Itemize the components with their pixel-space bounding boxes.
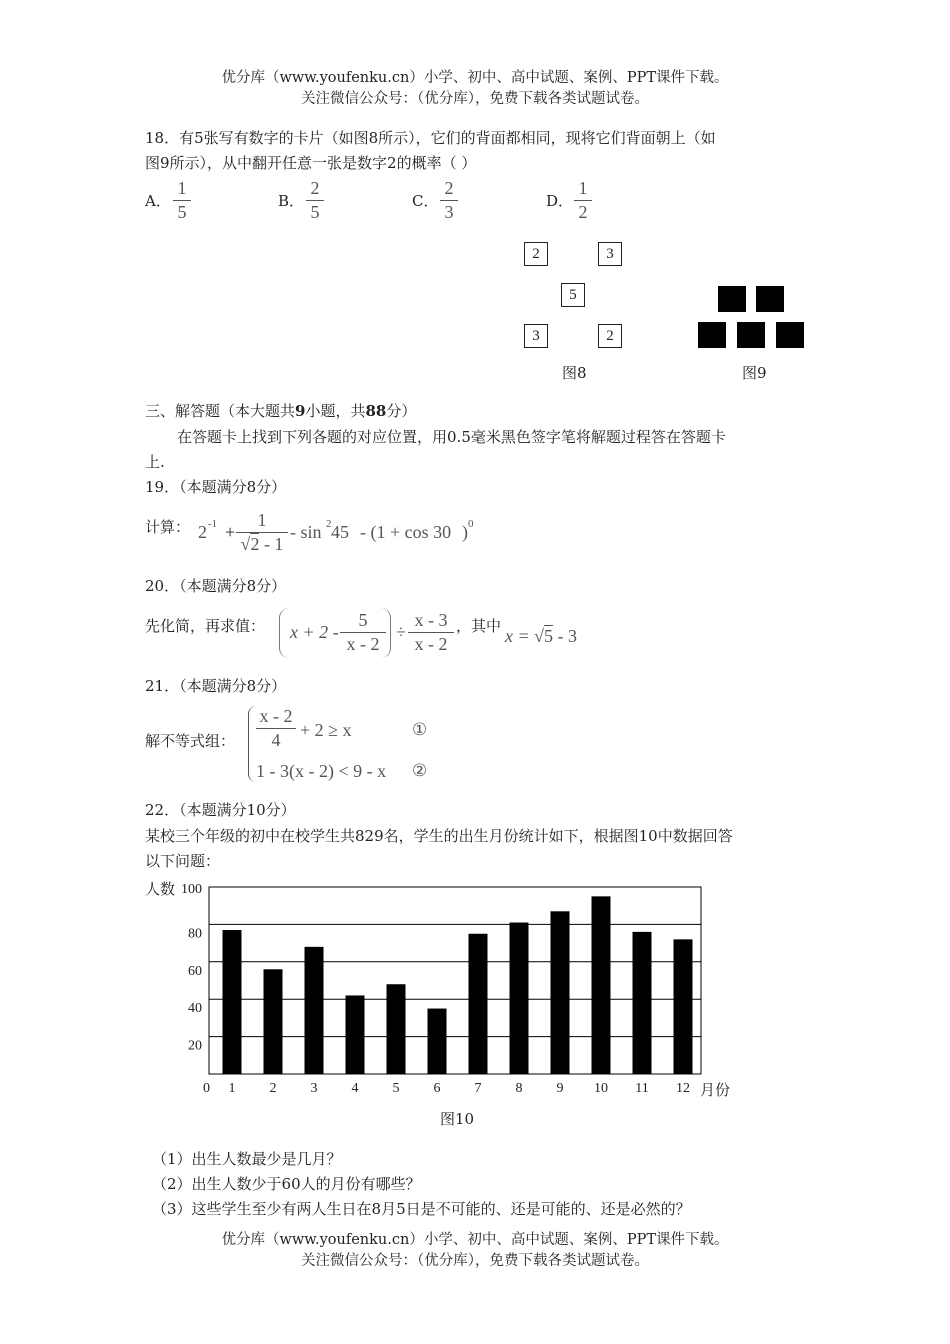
q21-label: 解不等式组： xyxy=(145,732,236,750)
option-c-fraction: 2 3 xyxy=(440,178,458,223)
figure-8-caption: 图8 xyxy=(562,364,587,382)
card-back xyxy=(776,322,804,348)
mark-2: ② xyxy=(412,761,428,781)
card-front: 3 xyxy=(598,242,622,266)
q20-x-value: x = √5 - 3 xyxy=(505,626,578,646)
section-3-instruction-cont: 上. xyxy=(145,453,165,471)
q22-sub-3: （3）这些学生至少有两人生日在8月5日是不可能的、还是可能的、还是必然的？ xyxy=(152,1200,691,1218)
q21-fraction: x - 2 4 xyxy=(256,706,296,751)
bar-month-7 xyxy=(469,934,488,1074)
plot-frame xyxy=(209,887,701,1074)
option-c-label: C． xyxy=(412,192,439,210)
header-line-1: 优分库（www.youfenku.cn）小学、初中、高中试题、案例、PPT课件下载。 xyxy=(221,70,729,86)
bar-month-1 xyxy=(223,930,242,1074)
option-d-label: D． xyxy=(546,192,574,210)
section-3-title: 三、解答题（本大题共9小题，共88分） xyxy=(145,402,417,420)
x-tick-label: 4 xyxy=(351,1081,359,1096)
x-tick-label: 5 xyxy=(392,1081,400,1096)
y-tick-label: 20 xyxy=(188,1038,202,1054)
y-axis-label: 人数 xyxy=(145,880,176,898)
origin-label: 0 xyxy=(203,1081,210,1096)
card-front: 2 xyxy=(598,324,622,348)
q19-label: 计算： xyxy=(145,518,191,536)
q20-fraction-2: x - 3 x - 2 xyxy=(408,610,454,655)
card-back xyxy=(698,322,726,348)
paren-right xyxy=(380,608,391,658)
q19-heading: 19．（本题满分8分） xyxy=(145,478,287,496)
q18-line-2: 图9所示），从中翻开任意一张是数字2的概率（ ） xyxy=(145,154,477,172)
bar-month-9 xyxy=(551,911,570,1074)
section-3-instruction: 在答题卡上找到下列各题的对应位置，用0.5毫米黑色签字笔将解题过程答在答题卡 xyxy=(177,428,726,446)
x-tick-label: 2 xyxy=(269,1081,277,1096)
figure-9-caption: 图9 xyxy=(742,364,767,382)
bar-month-4 xyxy=(346,995,365,1074)
q20-label: 先化简，再求值： xyxy=(145,617,266,635)
q18-line-1: 18．有5张写有数字的卡片（如图8所示），它们的背面都相同，现将它们背面朝上（如 xyxy=(145,129,716,147)
bar-month-10 xyxy=(592,896,611,1074)
x-tick-label: 9 xyxy=(556,1081,564,1096)
y-tick-label: 40 xyxy=(188,1001,202,1017)
bar-month-5 xyxy=(387,984,406,1074)
option-b-fraction: 2 5 xyxy=(306,178,324,223)
q22-line-1: 某校三个年级的初中在校学生共829名，学生的出生月份统计如下，根据图10中数据回答 xyxy=(145,827,733,845)
q19-fraction: 1 √2 - 1 xyxy=(236,510,288,555)
q22-line-2: 以下问题： xyxy=(145,852,221,870)
x-tick-label: 7 xyxy=(474,1081,482,1096)
card-front: 2 xyxy=(524,242,548,266)
paren-left xyxy=(279,608,290,658)
bar-month-6 xyxy=(428,1009,447,1074)
card-back xyxy=(718,286,746,312)
header-line-2: 关注微信公众号：（优分库），免费下载各类试题试卷。 xyxy=(301,91,649,107)
mark-1: ① xyxy=(412,720,428,740)
y-tick-label: 80 xyxy=(188,926,202,942)
figure-10-caption: 图10 xyxy=(440,1110,475,1128)
footer-line-1: 优分库（www.youfenku.cn）小学、初中、高中试题、案例、PPT课件下载。 xyxy=(221,1232,729,1248)
bar-month-2 xyxy=(264,969,283,1074)
card-front: 3 xyxy=(524,324,548,348)
bar-month-8 xyxy=(510,923,529,1074)
card-back xyxy=(756,286,784,312)
q20-fraction-1: 5 x - 2 xyxy=(340,610,386,655)
bar-month-12 xyxy=(674,939,693,1074)
option-d-fraction: 1 2 xyxy=(574,178,592,223)
q22-heading: 22．（本题满分10分） xyxy=(145,801,296,819)
x-tick-label: 12 xyxy=(676,1081,690,1096)
q20-heading: 20．（本题满分8分） xyxy=(145,577,287,595)
q21-heading: 21．（本题满分8分） xyxy=(145,677,287,695)
y-tick-label: 100 xyxy=(181,882,202,897)
x-tick-label: 1 xyxy=(228,1081,236,1096)
card-back xyxy=(737,322,765,348)
card-front: 5 xyxy=(561,283,585,307)
x-tick-label: 8 xyxy=(515,1081,523,1096)
x-tick-label: 3 xyxy=(310,1081,318,1096)
bar-month-3 xyxy=(305,947,324,1074)
x-tick-label: 10 xyxy=(594,1081,608,1096)
x-axis-label: 月份 xyxy=(700,1081,731,1099)
bar-month-11 xyxy=(633,932,652,1074)
q22-sub-2: （2）出生人数少于60人的月份有哪些？ xyxy=(152,1175,421,1193)
x-tick-label: 11 xyxy=(635,1081,649,1096)
footer-line-2: 关注微信公众号：（优分库），免费下载各类试题试卷。 xyxy=(301,1253,649,1269)
y-tick-label: 60 xyxy=(188,963,202,979)
option-a-fraction: 1 5 xyxy=(173,178,191,223)
option-a-label: A． xyxy=(145,192,171,210)
q22-sub-1: （1）出生人数最少是几月？ xyxy=(152,1150,342,1168)
option-b-label: B． xyxy=(278,192,305,210)
x-tick-label: 6 xyxy=(433,1081,441,1096)
